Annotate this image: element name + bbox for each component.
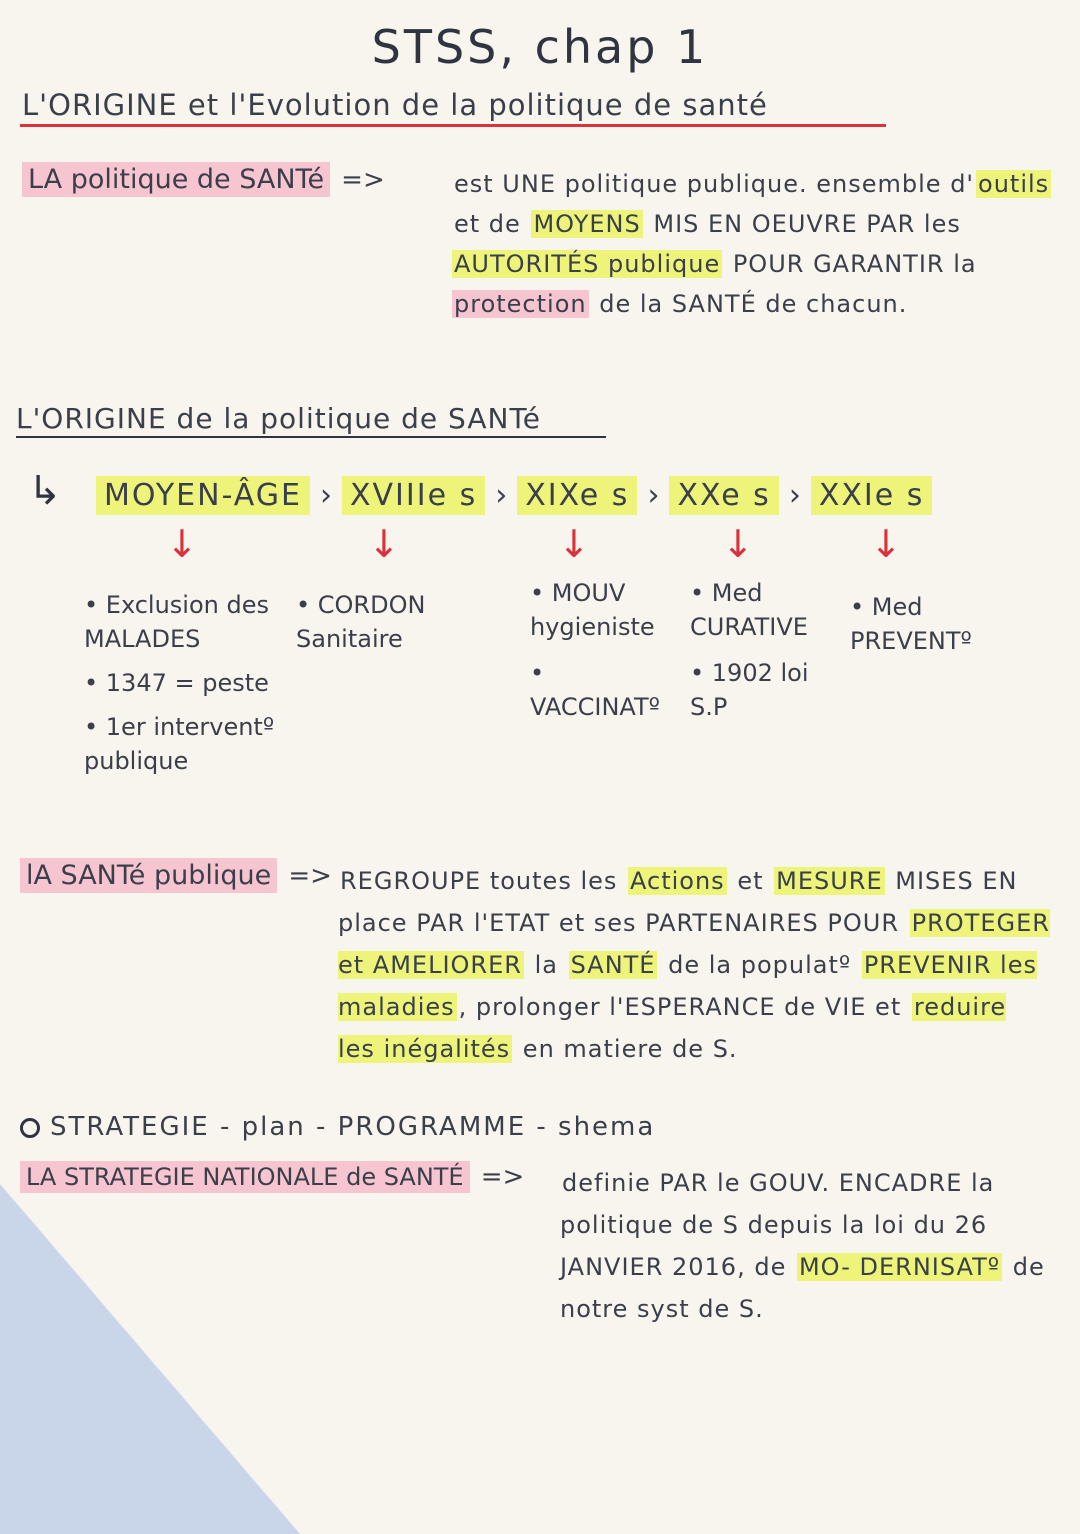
down-arrow-icon: ↓ [368,522,400,566]
down-arrow-icon: ↓ [722,522,754,566]
notes-xx: • Med CURATIVE • 1902 loi S.P [690,579,809,721]
down-arrow-icon: ↓ [558,522,590,566]
era-moyen-age: MOYEN-ÂGE [96,476,310,515]
chevron-icon: › [647,478,660,513]
chevron-icon: › [788,478,801,513]
definition-2-text: REGROUPE toutes les Actions et MESURE MISES EN place PAR l'ETAT et ses PARTENAIRES POUR PROTEGER et AMELIORER la SANTÉ de la populatº PREVENIR les maladies , prolonger l'ESPERANCE de VIE et reduire les inégalités en matiere de S. [338,867,1050,1063]
definition-3-term [20,1162,530,1192]
definition-1-text: est UNE politique publique. ensemble d' outils et de MOYENS MIS EN OEUVRE PAR les AUTORITÉS publique POUR GARANTIR la protection de la SANTÉ de chacun. [454,170,1050,318]
section-origine-heading: L'ORIGINE de la politique de SANTé [16,402,542,435]
definition-3-text: definie PAR le GOUV. ENCADRE la politique de S depuis la loi du 26 JANVIER 2016, de MO- DERNISATº de notre syst de S. [560,1169,1045,1323]
notes-xviii: • CORDON Sanitaire [296,591,426,653]
implies-arrow: => [288,861,332,891]
term-sante-publique: lA SANTé publique [20,858,277,893]
timeline-row [96,476,932,515]
page-title: STSS, chap 1 [371,20,709,74]
bullet-circle-icon [20,1118,40,1138]
down-arrow-icon: ↓ [166,522,198,566]
definition-1-term [22,164,391,195]
era-xviii: XVIIIe s [342,476,485,515]
subtitle-underline [20,124,886,127]
chapter-subtitle: L'ORIGINE et l'Evolution de la politique de santé [22,88,768,122]
era-xix: XIXe s [517,476,637,515]
term-strategie-nationale: LA STRATEGIE NATIONALE de SANTÉ [20,1161,470,1193]
era-xxi: XXIe s [811,476,933,515]
down-arrow-icon: ↓ [870,522,902,566]
hook-arrow-icon: ↳ [28,468,62,514]
notes-moyen-age: • Exclusion des MALADES • 1347 = peste • 1er interventº publique [84,591,275,775]
notes-xxi: • Med PREVENTº [850,593,972,655]
blue-paper-corner [0,1184,300,1534]
chevron-icon: › [319,478,332,513]
implies-arrow: => [341,165,385,195]
chevron-icon: › [495,478,508,513]
implies-arrow: => [480,1162,525,1192]
notes-xix: • MOUV hygieniste • VACCINATº [530,579,660,721]
term-politique-de-sante: LA politique de SANTé [22,162,330,197]
era-xx: XXe s [669,476,778,515]
definition-2-term [20,860,338,891]
strategy-list-heading: STRATEGIE - plan - PROGRAMME - shema [20,1112,655,1142]
section-origine-underline [16,436,606,438]
